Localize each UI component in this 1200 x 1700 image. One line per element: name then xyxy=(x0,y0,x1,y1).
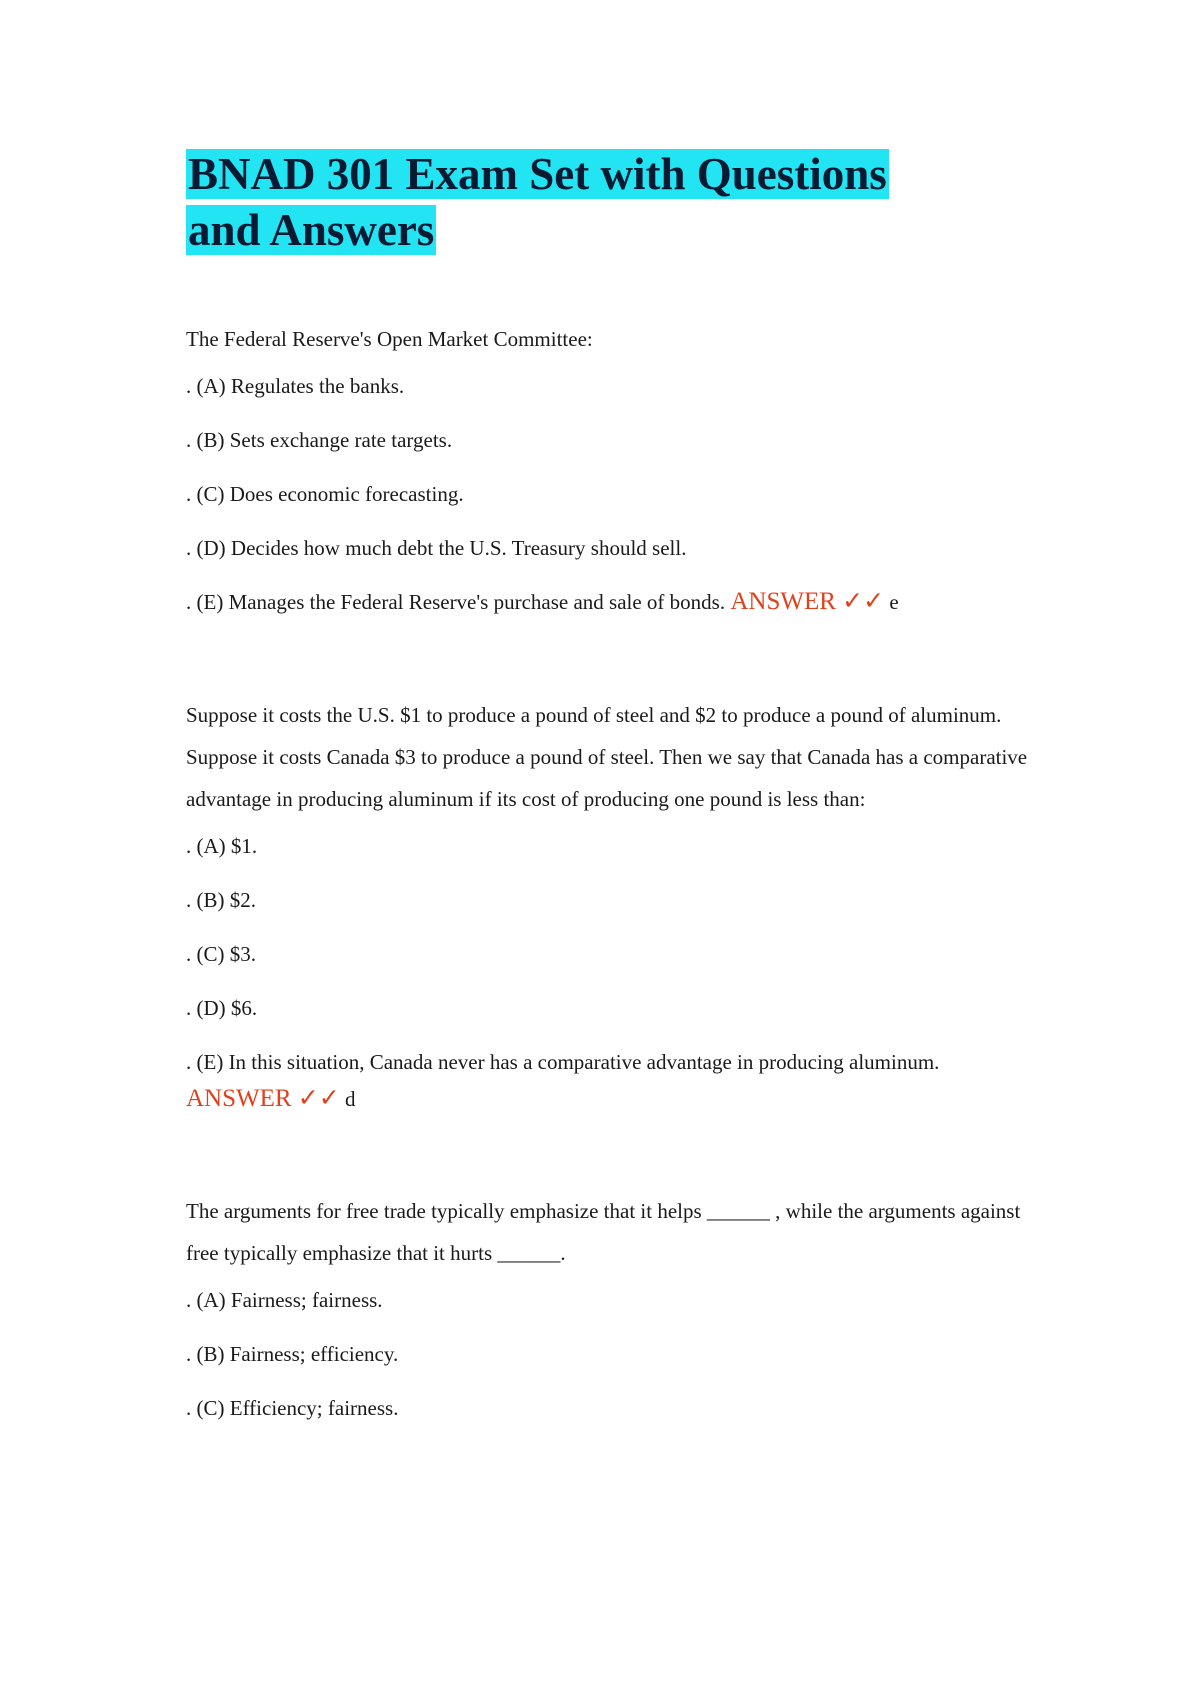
document-title xyxy=(186,146,966,258)
option-e: . (E) In this situation, Canada never has a comparative advantage in producing aluminum. xyxy=(186,1050,940,1074)
question-stem: Suppose it costs the U.S. $1 to produce a pound of steel and $2 to produce a pound of aluminum. Suppose it costs Canada $3 to produce a pound of steel. Then we say that Canada has a comparative advantage in producing aluminum if its cost of producing one pound is less than: xyxy=(186,703,1028,811)
option-a: . (A) $1. xyxy=(186,834,258,858)
option-b: . (B) Sets exchange rate targets. xyxy=(186,428,453,452)
option-b: . (B) $2. xyxy=(186,888,256,912)
answer-letter: e xyxy=(889,590,899,614)
answer-label: ANSWER ✓✓ xyxy=(730,588,885,615)
option-c: . (C) Does economic forecasting. xyxy=(186,482,464,506)
question-3 xyxy=(186,1190,1050,1422)
option-e xyxy=(186,588,1050,616)
option-c: . (C) Efficiency; fairness. xyxy=(186,1396,399,1420)
answer-line xyxy=(186,1080,1050,1118)
option-b: . (B) Fairness; efficiency. xyxy=(186,1342,399,1366)
option-e-text: . (E) Manages the Federal Reserve's purchase and sale of bonds. xyxy=(186,590,726,614)
answer-letter: d xyxy=(344,1087,356,1111)
option-a: . (A) Fairness; fairness. xyxy=(186,1288,383,1312)
option-c: . (C) $3. xyxy=(186,942,256,966)
question-stem: The arguments for free trade typically emphasize that it helps ______ , while the arguments against free typically emphasize that it hurts ______. xyxy=(186,1199,1021,1265)
question-stem: The Federal Reserve's Open Market Committee: xyxy=(186,327,593,351)
option-d: . (D) Decides how much debt the U.S. Treasury should sell. xyxy=(186,536,687,560)
option-d: . (D) $6. xyxy=(186,996,258,1020)
title-highlight: BNAD 301 Exam Set with Questions and Answers xyxy=(188,149,887,255)
answer-label: ANSWER ✓✓ xyxy=(186,1085,340,1112)
question-1 xyxy=(186,318,1050,616)
question-2 xyxy=(186,694,1050,1118)
option-a: . (A) Regulates the banks. xyxy=(186,374,405,398)
